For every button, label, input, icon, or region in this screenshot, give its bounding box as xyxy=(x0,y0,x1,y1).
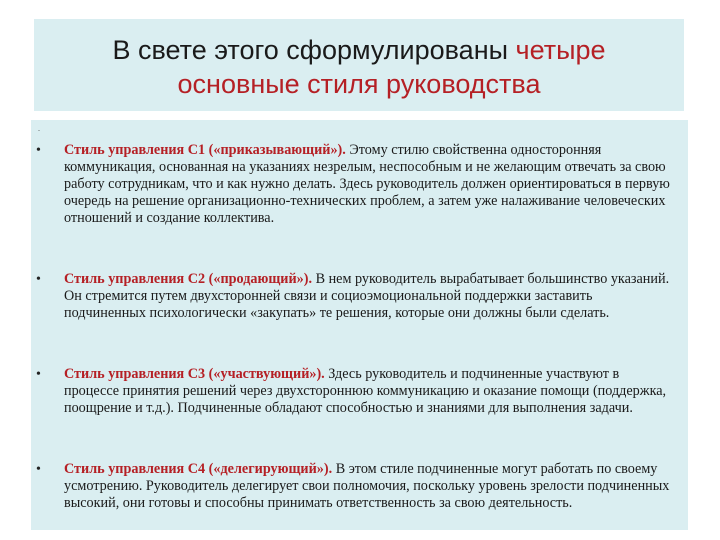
bullet-icon: • xyxy=(36,367,41,382)
title-box xyxy=(34,19,684,111)
title-prefix: В свете этого сформулированы xyxy=(112,35,516,65)
list-item-text xyxy=(64,461,672,512)
style-term: Стиль управления С1 («приказывающий»). xyxy=(64,142,346,158)
list-item-text xyxy=(64,142,672,227)
slide-title-line-1 xyxy=(34,33,684,67)
style-description: Этому стилю свойственна односторонняя коммуникация, основанная на указаниях незрелым, неспособным и не желающим отвечать за свою работу сотрудникам, что и как нужно делать. Здесь руководитель должен ориентироваться в первую очередь на решение организационно-технических проблем, а затем уже налаживание человеческих отношений и создание коллектива. xyxy=(64,142,670,227)
bullet-icon: • xyxy=(36,272,41,287)
style-description: В этом стиле подчиненные могут работать по своему усмотрению. Руководитель делегирует свои полномочия, поскольку уровень зрелости подчиненных высокий, они готовы и способны принимать ответственность за свою деятельность. xyxy=(64,461,670,512)
slide-title-line-2: основные стиля руководства xyxy=(177,69,541,99)
style-term: Стиль управления С4 («делегирующий»). xyxy=(64,461,333,477)
stray-mark: . xyxy=(38,124,40,133)
style-term: Стиль управления С2 («продающий»). xyxy=(64,271,313,287)
title-highlight: четыре xyxy=(515,35,606,65)
style-term: Стиль управления С3 («участвующий»). xyxy=(64,366,325,382)
bullet-icon: • xyxy=(36,143,41,158)
list-item-text xyxy=(64,366,672,417)
list-item-text xyxy=(64,271,672,322)
style-description: В нем руководитель вырабатывает большинство указаний. Он стремится путем двухсторонней связи и социоэмоциональной поддержки заставить подчиненных психологически «закупать» те решения, которые они должны были сделать. xyxy=(64,271,670,322)
bullet-icon: • xyxy=(36,462,41,477)
style-description: Здесь руководитель и подчиненные участвуют в процессе принятия решений через двухстороннюю коммуникацию и оказание помощи (поддержка, поощрение и т.д.). Подчиненные обладают способностью и знаниями для выполнения задачи. xyxy=(64,366,667,417)
